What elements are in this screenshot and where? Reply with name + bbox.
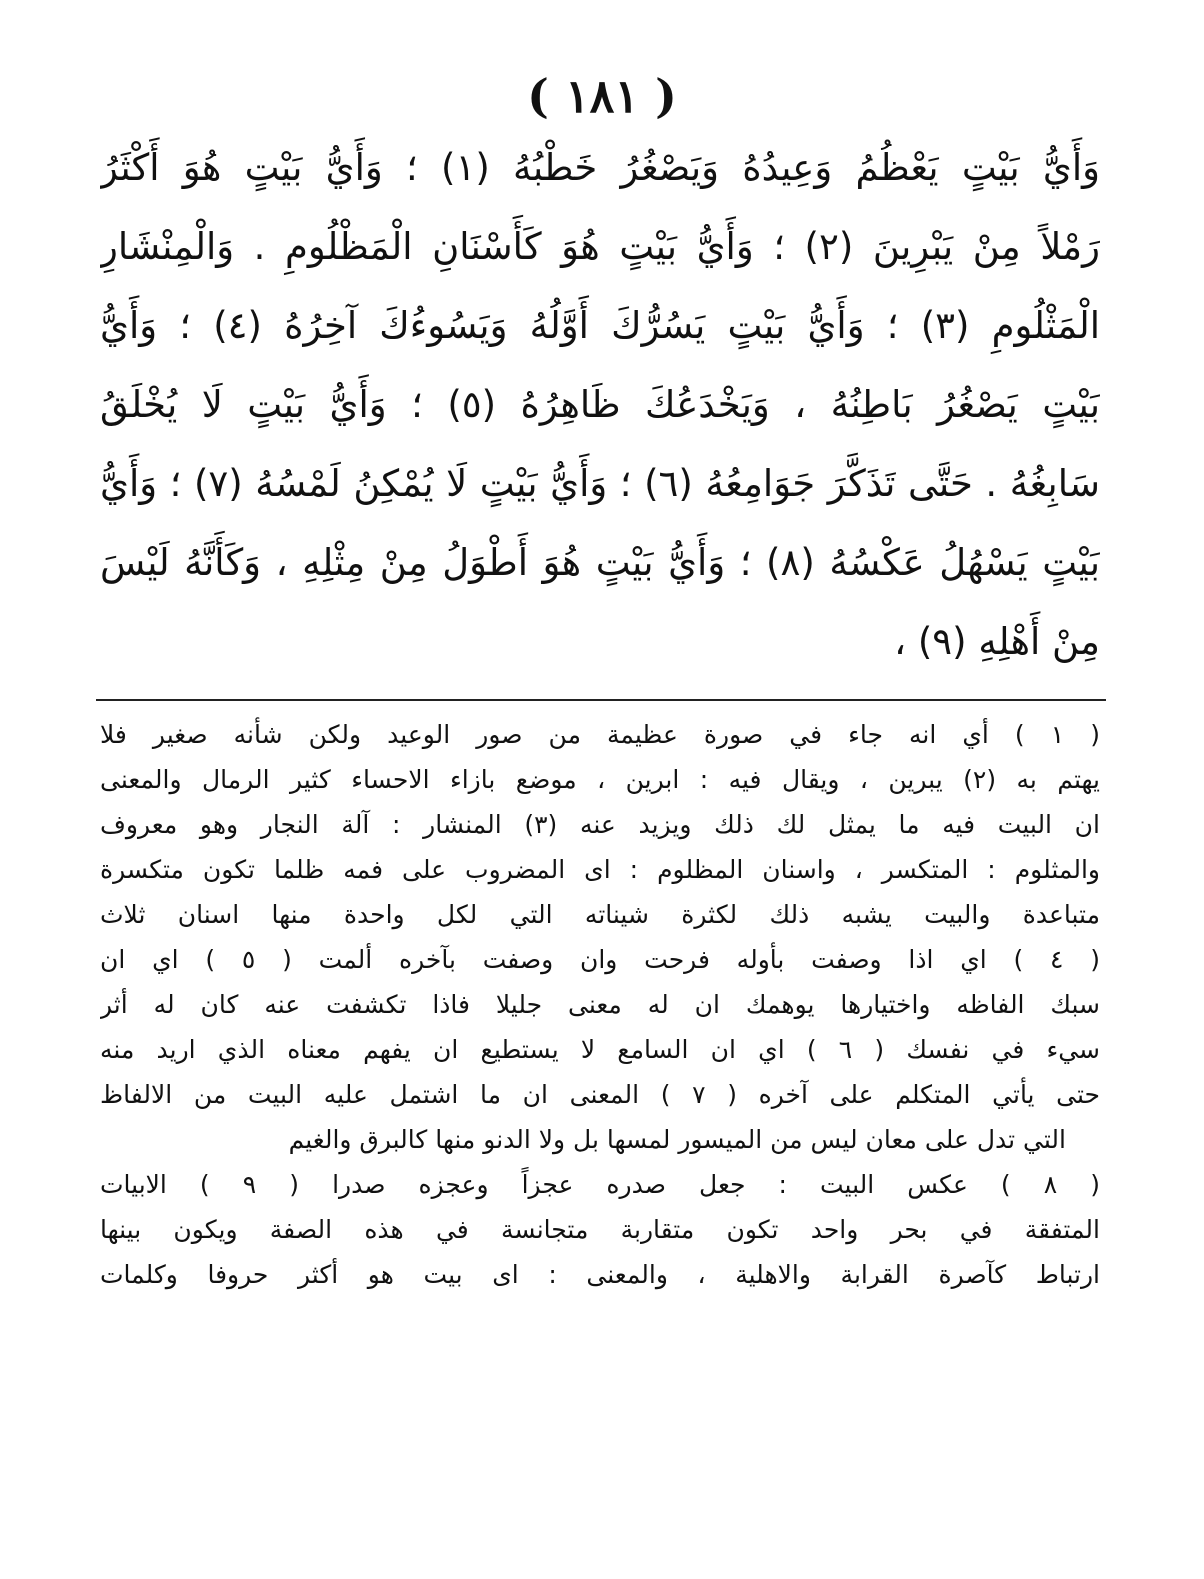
footnote-line: التي تدل على معان ليس من الميسور لمسها بل ولا الدنو منها كالبرق والغيم	[288, 1125, 1066, 1154]
main-text-line: وَأَيُّ بَيْتٍ يَعْظُمُ وَعِيدُهُ وَيَصْغُرُ خَطْبُهُ (١) ؛ وَأَيُّ بَيْتٍ هُوَ أَكْثَرُ	[100, 146, 1100, 189]
page-number: ( ١٨١ )	[527, 69, 677, 123]
footnote-divider	[96, 699, 1106, 701]
main-text-line: بَيْتٍ يَسْهُلُ عَكْسُهُ (٨) ؛ وَأَيُّ بَيْتٍ هُوَ أَطْوَلُ مِنْ مِثْلِهِ ، وَكَأَنَّهُ لَيْسَ	[100, 541, 1100, 584]
footnote-line: ارتباط كآصرة القرابة والاهلية ، والمعنى : اى بيت هو أكثر حروفا وكلمات	[100, 1260, 1100, 1289]
footnote-line: حتى يأتي المتكلم على آخره ( ٧ ) المعنى ان ما اشتمل عليه البيت من الالفاظ	[100, 1080, 1100, 1109]
main-text-line: مِنْ أَهْلِهِ (٩) ،	[894, 620, 1100, 663]
footnote-line: ( ١ ) أي انه جاء في صورة عظيمة من صور الوعيد ولكن شأنه صغير فلا	[100, 720, 1100, 749]
footnote-line: المتفقة في بحر واحد تكون متقاربة متجانسة في هذه الصفة ويكون بينها	[100, 1215, 1100, 1244]
footnote-line: ( ٨ ) عكس البيت : جعل صدره عجزاً وعجزه صدرا ( ٩ ) الابيات	[100, 1170, 1100, 1199]
main-text-line: رَمْلاً مِنْ يَبْرِينَ (٢) ؛ وَأَيُّ بَيْتٍ هُوَ كَأَسْنَانِ الْمَظْلُومِ . وَالْمِنْشَارِ	[100, 225, 1100, 268]
main-text-line: الْمَثْلُومِ (٣) ؛ وَأَيُّ بَيْتٍ يَسُرُّكَ أَوَّلُهُ وَيَسُوءُكَ آخِرُهُ (٤) ؛ وَأَيُّ	[100, 304, 1100, 347]
footnote-line: سيء في نفسك ( ٦ ) اي ان السامع لا يستطيع ان يفهم معناه الذي اريد منه	[100, 1035, 1100, 1064]
main-text-line: بَيْتٍ يَصْغُرُ بَاطِنُهُ ، وَيَخْدَعُكَ ظَاهِرُهُ (٥) ؛ وَأَيُّ بَيْتٍ لَا يُخْلَقُ	[100, 383, 1100, 426]
footnote-line: سبك الفاظه واختيارها يوهمك ان له معنى جليلا فاذا تكشفت عنه كان له أثر	[100, 990, 1100, 1019]
footnote-line: ( ٤ ) اي اذا وصفت بأوله فرحت وان وصفت بآخره ألمت ( ٥ ) اي ان	[100, 945, 1100, 974]
footnote-line: يهتم به (٢) يبرين ، ويقال فيه : ابرين ، موضع بازاء الاحساء كثير الرمال والمعنى	[100, 765, 1100, 794]
footnotes	[100, 712, 1100, 1297]
main-text-line: سَابِغُهُ . حَتَّى تَذَكَّرَ جَوَامِعُهُ (٦) ؛ وَأَيُّ بَيْتٍ لَا يُمْكِنُ لَمْسُهُ (٧) ؛ وَأَيُّ	[100, 462, 1100, 505]
footnote-line: والمثلوم : المتكسر ، واسنان المظلوم : اى المضروب على فمه ظلما تكون متكسرة	[100, 855, 1100, 884]
footnote-line: ان البيت فيه ما يمثل لك ذلك ويزيد عنه (٣) المنشار : آلة النجار وهو معروف	[100, 810, 1100, 839]
main-text	[100, 128, 1100, 681]
footnote-line: متباعدة والبيت يشبه ذلك لكثرة شيناته التي لكل واحدة منها اسنان ثلاث	[100, 900, 1100, 929]
